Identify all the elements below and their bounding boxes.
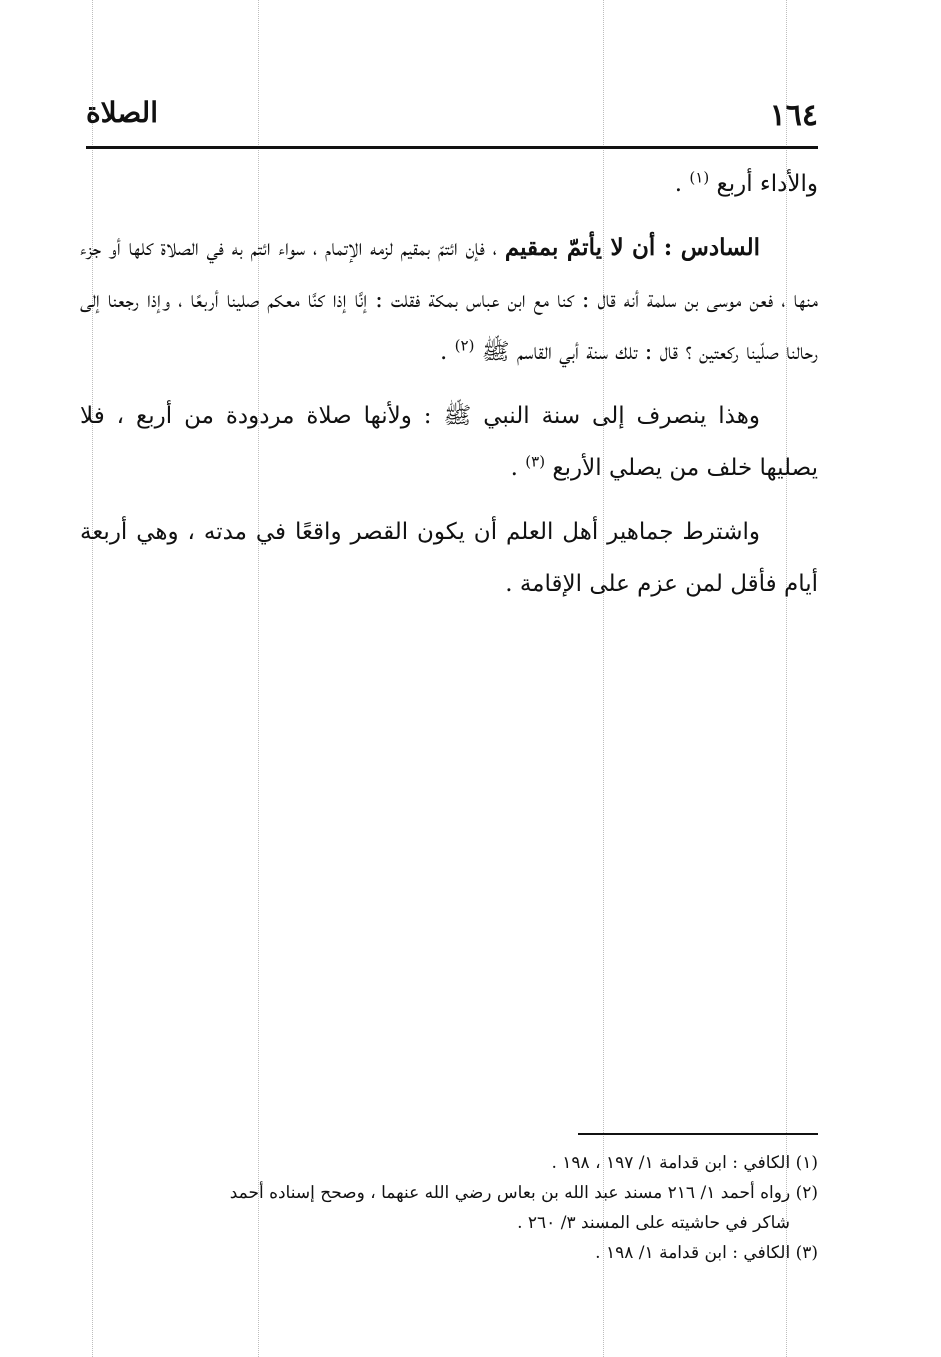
page-number: ١٦٤	[769, 98, 818, 133]
footnote-3: (٣) الكافي : ابن قدامة ١/ ١٩٨ .	[595, 1243, 818, 1263]
header-rule	[86, 146, 818, 149]
footnotes	[78, 1148, 818, 1268]
running-title: الصلاة	[86, 96, 158, 129]
footnote-ref: (١)	[689, 168, 710, 187]
paragraph-text: والأداء أربع	[716, 171, 818, 197]
paragraph-end: .	[674, 171, 683, 197]
paragraph-end: .	[510, 455, 518, 481]
footnote-2-continuation: شاكر في حاشيته على المسند ٣/ ٢٦٠ .	[517, 1213, 790, 1233]
footnote-ref: (٢)	[454, 336, 475, 355]
paragraph-heading: السادس : أن لا يأتمّ بمقيم	[504, 234, 760, 261]
paragraph-text: وهذا ينصرف إلى سنة النبي ﷺ : ولأنها صلاة مردودة من أربع ، فلا يصليها خلف من يصلي الأربع	[80, 403, 818, 481]
paragraph-text: ، فإن ائتمّ بمقيم لزمه الإتمام ، سواء ائتم به في الصلاة كلها أو جزء منها ، فعن موسى بن سلمة أنه قال : كنا مع ابن عباس بمكة فقلت : إنَّا إذا كنَّا معكم صلينا أربعًا ، وإذا رجعنا إلى رحالنا صلّينا ركعتين ؟ قال : تلك سنة أبي القاسم ﷺ	[80, 235, 818, 365]
footnote-ref: (٣)	[525, 452, 546, 471]
footnote-1: (١) الكافي : ابن قدامة ١/ ١٩٧ ، ١٩٨ .	[551, 1153, 818, 1173]
page-header	[86, 92, 818, 148]
paragraph-3	[80, 390, 818, 494]
paragraph-2	[80, 222, 818, 378]
paragraph-text: واشترط جماهير أهل العلم أن يكون القصر واقعًا في مدته ، وهي أربعة أيام فأقل لمن عزم على الإقامة .	[80, 519, 818, 597]
main-text	[80, 158, 818, 622]
paragraph-1	[80, 158, 818, 210]
paragraph-end: .	[440, 339, 448, 365]
footnote-separator	[578, 1133, 818, 1135]
footnote-2: (٢) رواه أحمد ١/ ٢١٦ مسند عبد الله بن بعاس رضي الله عنهما ، وصحح إسناده أحمد	[229, 1183, 818, 1203]
paragraph-4	[80, 506, 818, 610]
